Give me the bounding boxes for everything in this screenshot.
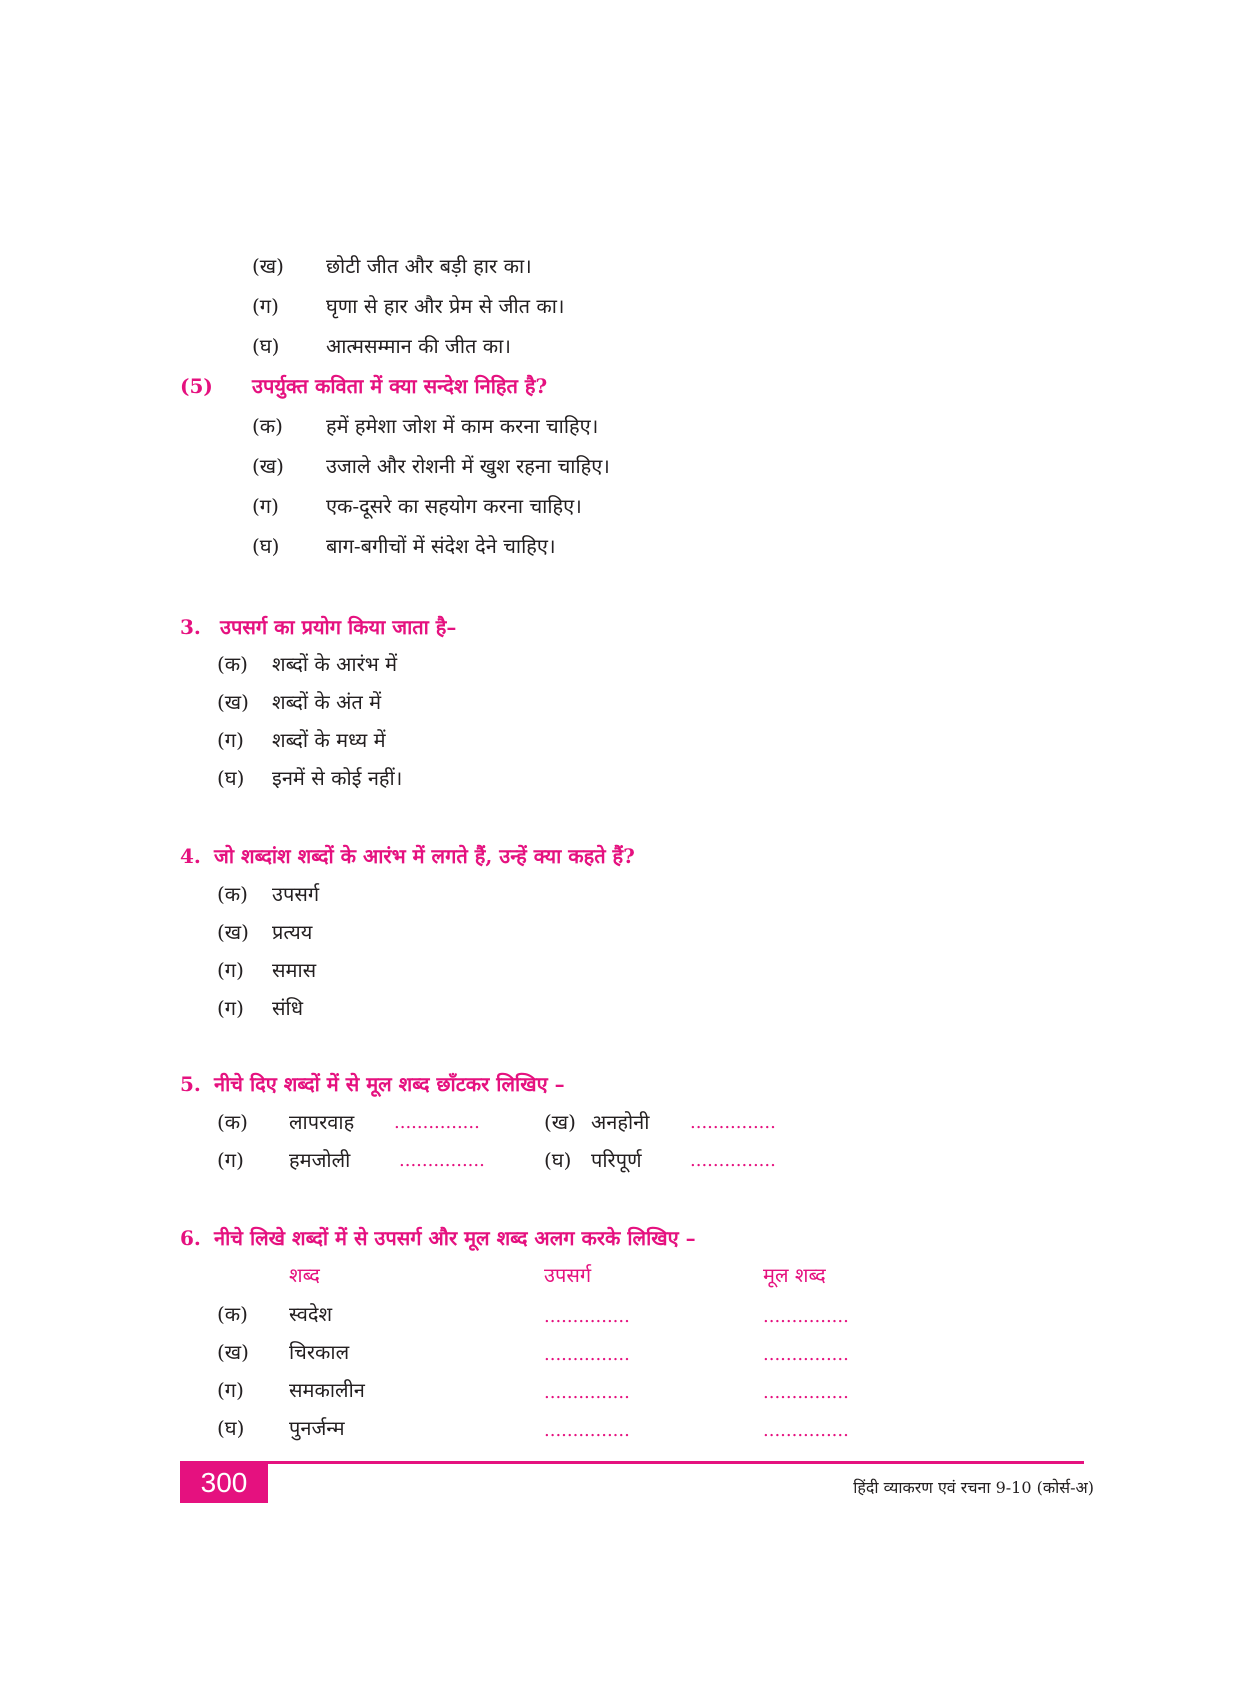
row-label: (घ) <box>217 1416 245 1440</box>
option-text: प्रत्यय <box>272 920 313 944</box>
option-text: हमें हमेशा जोश में काम करना चाहिए। <box>326 414 599 438</box>
answer-blank[interactable]: ............... <box>399 1150 485 1171</box>
column-header: मूल शब्द <box>763 1263 826 1287</box>
page-number: 300 <box>180 1463 268 1503</box>
option-label: (ग) <box>217 958 244 982</box>
option-label: (घ) <box>217 766 245 790</box>
option-text: शब्दों के आरंभ में <box>272 652 398 676</box>
book-title: हिंदी व्याकरण एवं रचना 9-10 (कोर्स-अ) <box>853 1478 1094 1497</box>
answer-blank[interactable]: ............... <box>690 1150 776 1171</box>
option-label: (ग) <box>252 294 279 318</box>
option-label: (ख) <box>252 254 284 278</box>
question-text: उपर्युक्त कविता में क्या सन्देश निहित है? <box>252 374 548 398</box>
option-text: छोटी जीत और बड़ी हार का। <box>326 254 532 278</box>
question-number: 4. <box>180 844 201 868</box>
option-text: समास <box>272 958 317 982</box>
option-label: (ग) <box>217 996 244 1020</box>
item-word: लापरवाह <box>289 1110 355 1134</box>
option-text: इनमें से कोई नहीं। <box>272 766 403 790</box>
option-label: (घ) <box>252 534 280 558</box>
option-label: (ख) <box>217 920 249 944</box>
row-word: समकालीन <box>289 1378 365 1402</box>
prefix-blank[interactable]: ............... <box>544 1306 630 1327</box>
prefix-blank[interactable]: ............... <box>544 1420 630 1441</box>
row-label: (ख) <box>217 1340 249 1364</box>
option-text: आत्मसम्मान की जीत का। <box>326 334 511 358</box>
answer-blank[interactable]: ............... <box>394 1112 480 1133</box>
option-text: उजाले और रोशनी में खुश रहना चाहिए। <box>326 454 610 478</box>
option-text: शब्दों के अंत में <box>272 690 382 714</box>
item-label: (घ) <box>544 1148 572 1172</box>
prefix-blank[interactable]: ............... <box>544 1382 630 1403</box>
question-number: 5. <box>180 1072 201 1096</box>
option-label: (ख) <box>217 690 249 714</box>
question-text: नीचे दिए शब्दों में से मूल शब्द छाँटकर लिखिए – <box>214 1072 565 1096</box>
option-text: बाग-बगीचों में संदेश देने चाहिए। <box>326 534 556 558</box>
root-blank[interactable]: ............... <box>763 1420 849 1441</box>
item-word: अनहोनी <box>591 1110 650 1134</box>
row-label: (ग) <box>217 1378 244 1402</box>
row-label: (क) <box>217 1302 248 1326</box>
question-text: जो शब्दांश शब्दों के आरंभ में लगते हैं, उन्हें क्या कहते हैं? <box>214 844 635 868</box>
option-label: (घ) <box>252 334 280 358</box>
column-header: शब्द <box>289 1263 320 1287</box>
option-label: (क) <box>217 882 248 906</box>
row-word: पुनर्जन्म <box>289 1416 345 1440</box>
prefix-blank[interactable]: ............... <box>544 1344 630 1365</box>
question-number: 6. <box>180 1226 201 1250</box>
option-label: (क) <box>252 414 283 438</box>
option-text: एक-दूसरे का सहयोग करना चाहिए। <box>326 494 582 518</box>
root-blank[interactable]: ............... <box>763 1344 849 1365</box>
row-word: चिरकाल <box>289 1340 350 1364</box>
question-text: उपसर्ग का प्रयोग किया जाता है– <box>220 615 457 639</box>
root-blank[interactable]: ............... <box>763 1382 849 1403</box>
item-word: परिपूर्ण <box>591 1148 642 1172</box>
question-text: नीचे लिखे शब्दों में से उपसर्ग और मूल शब्द अलग करके लिखिए – <box>214 1226 696 1250</box>
row-word: स्वदेश <box>289 1302 333 1326</box>
column-header: उपसर्ग <box>544 1263 592 1287</box>
item-label: (ग) <box>217 1148 244 1172</box>
answer-blank[interactable]: ............... <box>690 1112 776 1133</box>
option-label: (ग) <box>252 494 279 518</box>
option-label: (ख) <box>252 454 284 478</box>
option-text: शब्दों के मध्य में <box>272 728 386 752</box>
question-number: 3. <box>180 615 201 639</box>
item-label: (क) <box>217 1110 248 1134</box>
option-label: (क) <box>217 652 248 676</box>
item-label: (ख) <box>544 1110 576 1134</box>
option-text: संधि <box>272 996 303 1020</box>
option-label: (ग) <box>217 728 244 752</box>
option-text: घृणा से हार और प्रेम से जीत का। <box>326 294 565 318</box>
question-number: (5) <box>180 374 213 398</box>
root-blank[interactable]: ............... <box>763 1306 849 1327</box>
footer-rule <box>180 1461 1084 1464</box>
option-text: उपसर्ग <box>272 882 320 906</box>
item-word: हमजोली <box>289 1148 351 1172</box>
